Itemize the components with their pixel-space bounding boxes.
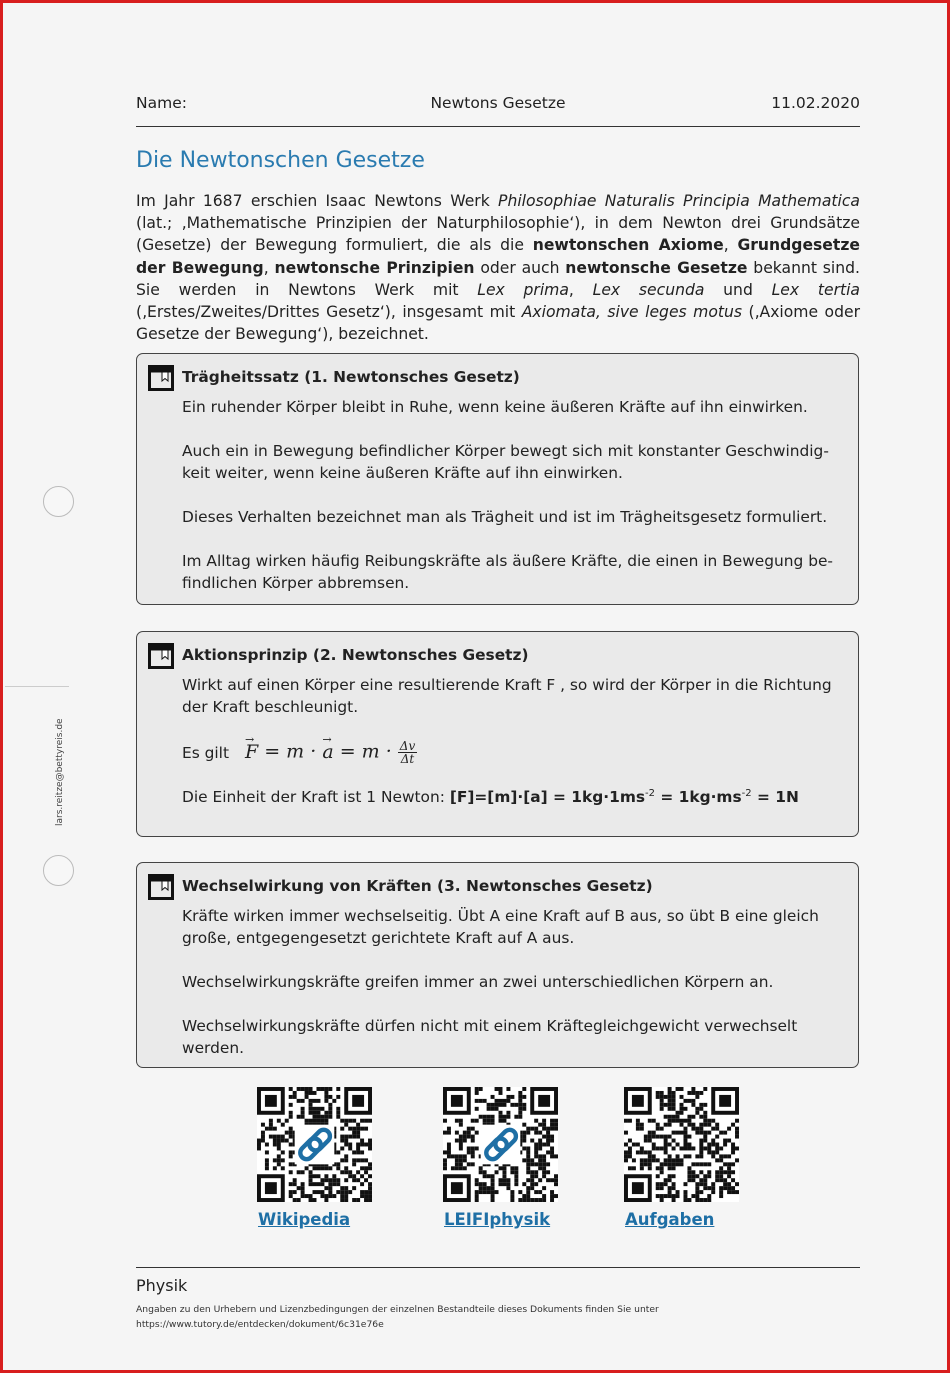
unit-line: Die Einheit der Kraft ist 1 Newton: $[F]=[m]\cdot[a] = 1kg\cdot 1ms^{-2} = 1kg\cdot ms^{-2} = 1N$ — [182, 788, 799, 807]
box-body — [182, 674, 842, 808]
box-body — [182, 905, 842, 1059]
box-paragraph: Auch ein in Bewegung befindlicher Körper bewegt sich mit konstanter Geschwindig-keit weiter, wenn keine äußeren Kräfte auf ihn einwirken. — [182, 442, 829, 482]
box-paragraph: Wechselwirkungskräfte greifen immer an zwei unterschiedlichen Körpern an. — [182, 973, 774, 991]
box-title: Aktionsprinzip (2. Newtonsches Gesetz) — [182, 646, 529, 664]
box-paragraph: Wirkt auf einen Körper eine resultierende Kraft F , so wird der Körper in die Richtung der Kraft beschleunigt. — [182, 676, 832, 716]
box-paragraph: Ein ruhender Körper bleibt in Ruhe, wenn keine äußeren Kräfte auf ihn einwirken. — [182, 398, 808, 416]
qr-code-aufgaben[interactable] — [624, 1087, 739, 1202]
newton-formula: → F = m · → a = m · $\frac{\Delta v}{\Delta t}$ — [245, 740, 417, 765]
bookmark-icon — [148, 643, 174, 669]
fold-mark — [5, 686, 69, 687]
side-credit: lars.reitze@bettyreis.de — [55, 718, 65, 826]
box-title: Trägheitssatz (1. Newtonsches Gesetz) — [182, 368, 520, 386]
page-header — [136, 94, 860, 127]
link-wikipedia[interactable]: Wikipedia — [258, 1210, 351, 1229]
doc-date: 11.02.2020 — [771, 94, 860, 112]
footer-license: Angaben zu den Urhebern und Lizenzbedingungen der einzelnen Bestandteile dieses Dokuments finden Sie unter — [136, 1304, 659, 1315]
link-leifiphysik[interactable]: LEIFIphysik — [444, 1210, 551, 1229]
footer-divider — [136, 1267, 860, 1268]
doc-title: Newtons Gesetze — [430, 94, 566, 112]
box-paragraph: Kräfte wirken immer wechselseitig. Übt A eine Kraft auf B aus, so übt B eine gleich große, entgegengesetzt gerichtete Kraft auf A aus. — [182, 907, 819, 947]
footer-url: https://www.tutory.de/entdecken/dokument/6c31e76e — [136, 1319, 384, 1330]
box-paragraph: Dieses Verhalten bezeichnet man als Trägheit und ist im Trägheitsgesetz formuliert. — [182, 508, 828, 526]
punch-hole — [43, 486, 74, 517]
law-box-2 — [136, 631, 859, 837]
intro-paragraph: Im Jahr 1687 erschien Isaac Newtons Werk Philosophiae Naturalis Principia Mathematica (lat.; ‚Mathematische Prinzipien der Naturphilosophie‘), in dem Newton drei Grundsätze (Gesetze) der Bewegung formuliert, die als die newtonschen Axiome, Grundgesetze der Bewegung, newtonsche Prinzipien oder auch newtonsche Gesetze bekannt sind. Sie werden in Newtons Werk mit Lex prima, Lex secunda und Lex tertia (‚Erstes/Zweites/Drittes Gesetz‘), insgesamt mit Axiomata, sive leges motus (‚Axiome oder Gesetze der Bewegung‘), bezeichnet. — [136, 192, 860, 344]
bookmark-icon — [148, 365, 174, 391]
box-paragraph: Wechselwirkungskräfte dürfen nicht mit einem Kräftegleichgewicht verwechselt werden. — [182, 1017, 798, 1057]
formula-intro: Es gilt — [182, 743, 229, 762]
footer-subject: Physik — [136, 1276, 188, 1295]
page-title: Die Newtonschen Gesetze — [136, 148, 425, 173]
formula-row — [182, 740, 842, 765]
qr-code-leifiphysik[interactable] — [443, 1087, 558, 1202]
box-body — [182, 396, 842, 594]
bookmark-icon — [148, 874, 174, 900]
box-title: Wechselwirkung von Kräften (3. Newtonsches Gesetz) — [182, 877, 653, 895]
link-aufgaben[interactable]: Aufgaben — [625, 1210, 715, 1229]
qr-code-wikipedia[interactable] — [257, 1087, 372, 1202]
box-paragraph: Im Alltag wirken häufig Reibungskräfte als äußere Kräfte, die einen in Bewegung be-findlichen Körper abbremsen. — [182, 552, 833, 592]
name-label: Name: — [136, 94, 187, 112]
law-box-3 — [136, 862, 859, 1068]
punch-hole — [43, 855, 74, 886]
law-box-1 — [136, 353, 859, 605]
